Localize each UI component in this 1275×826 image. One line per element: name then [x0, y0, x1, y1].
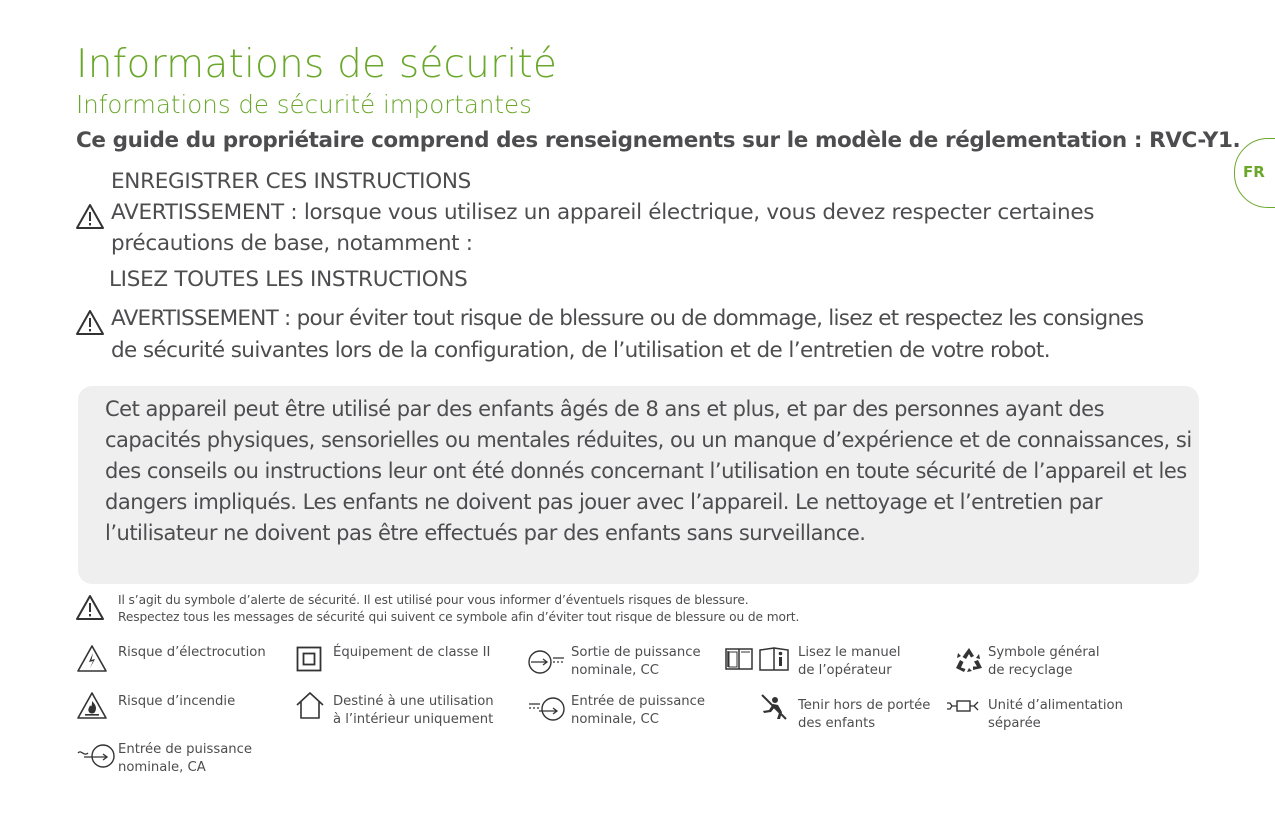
fire-hazard-icon	[76, 691, 108, 720]
indoor-label-line-2: à l’intérieur uniquement	[333, 712, 494, 727]
indoor-label-line-1: Destiné à une utilisation	[333, 694, 494, 709]
warning-icon	[75, 203, 105, 230]
ac-input-label-line-2: nominale, CA	[118, 760, 206, 775]
class-ii-icon	[296, 646, 322, 672]
dc-input-icon	[527, 695, 567, 723]
manual-label-line-1: Lisez le manuel	[798, 645, 901, 660]
electric-shock-icon	[76, 644, 108, 673]
page-title: Informations de sécurité	[76, 42, 558, 87]
fire-hazard-label: Risque d’incendie	[118, 694, 236, 709]
safety-symbol-text	[118, 592, 799, 626]
power-unit-label-line-2: séparée	[988, 716, 1041, 731]
power-unit-label-line-1: Unité d’alimentation	[988, 698, 1123, 713]
safety-symbol-line-1: Il s’agit du symbole d’alerte de sécurité. Il est utilisé pour vous informer d’éventuels risques de blessure.	[118, 593, 749, 607]
safety-alert-icon	[75, 594, 105, 621]
dc-output-icon	[527, 649, 567, 675]
dc-input-label-line-2: nominale, CC	[571, 712, 659, 727]
children-notice-box	[78, 386, 1199, 584]
children-label	[798, 697, 930, 733]
warning-2-line-2: de sécurité suivantes lors de la configuration, de l’utilisation et de l’entretien de votre robot.	[111, 338, 1050, 363]
indoor-label	[333, 693, 494, 729]
ac-input-icon	[76, 742, 116, 770]
language-tab-label: FR	[1243, 163, 1265, 181]
warning-1-line-2: précautions de base, notamment :	[111, 231, 473, 256]
intro-text: Ce guide du propriétaire comprend des renseignements sur le modèle de réglementation : RVC-Y1.	[76, 128, 1241, 153]
manual-label-line-2: de l’opérateur	[798, 663, 892, 678]
children-label-line-1: Tenir hors de portée	[798, 698, 931, 713]
read-all-instructions: LISEZ TOUTES LES INSTRUCTIONS	[109, 267, 468, 292]
electrocution-label: Risque d’électrocution	[118, 645, 266, 660]
ac-input-label-line-1: Entrée de puissance	[118, 742, 253, 757]
recycling-label	[988, 644, 1100, 680]
dc-output-label-line-2: nominale, CC	[571, 663, 659, 678]
recycling-label-line-1: Symbole général	[988, 645, 1100, 660]
power-supply-unit-icon	[946, 699, 982, 713]
class-ii-label: Équipement de classe II	[333, 645, 491, 660]
warning-2-line-1: AVERTISSEMENT : pour éviter tout risque de blessure ou de dommage, lisez et respectez les consignes	[111, 306, 1144, 331]
recycling-label-line-2: de recyclage	[988, 663, 1073, 678]
children-label-line-2: des enfants	[798, 716, 876, 731]
dc-input-label	[571, 693, 705, 729]
dc-input-label-line-1: Entrée de puissance	[571, 694, 706, 709]
recycle-icon	[954, 646, 984, 674]
ac-input-label	[118, 741, 252, 777]
power-unit-label	[988, 697, 1123, 733]
safety-symbol-line-2: Respectez tous les messages de sécurité qui suivent ce symbole afin d’éviter tout risque de blessure ou de mort.	[118, 610, 800, 624]
warning-icon	[75, 309, 105, 336]
dc-output-label	[571, 644, 701, 680]
manual-label	[798, 644, 901, 680]
keep-away-children-icon	[759, 693, 789, 721]
dc-output-label-line-1: Sortie de puissance	[571, 645, 701, 660]
register-instructions: ENREGISTRER CES INSTRUCTIONS	[111, 169, 471, 194]
page-subtitle: Informations de sécurité importantes	[76, 90, 532, 119]
warning-1-line-1: AVERTISSEMENT : lorsque vous utilisez un appareil électrique, vous devez respecter certaines	[111, 200, 1095, 225]
indoor-house-icon	[295, 691, 325, 720]
read-manual-icon	[724, 646, 792, 672]
children-notice-text: Cet appareil peut être utilisé par des enfants âgés de 8 ans et plus, et par des personnes ayant des capacités physiques, sensorielles ou mentales réduites, ou un manque d’expérience et de connaissances, si des conseils ou instructions leur ont été donnés concernant l’utilisation en toute sécurité de l’appareil et les dangers impliqués. Les enfants ne doivent pas jouer avec l’appareil. Le nettoyage et l’entretien par l’utilisateur ne doivent pas être effectués par des enfants sans surveillance.	[105, 397, 1192, 545]
